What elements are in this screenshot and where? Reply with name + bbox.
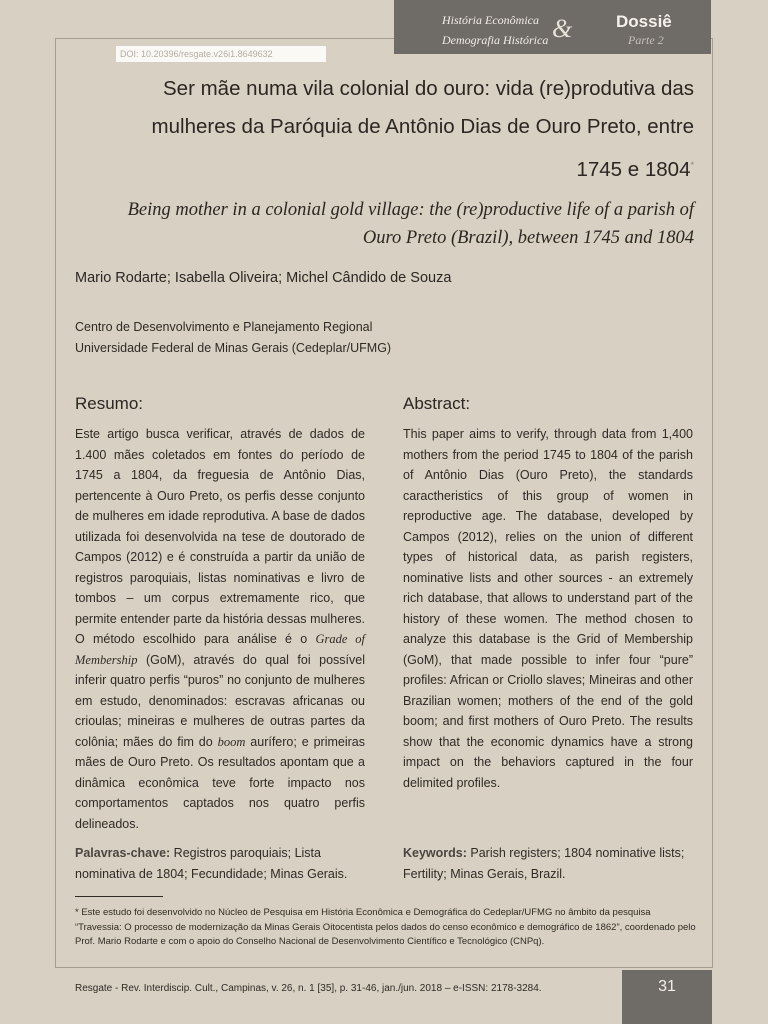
section-label: Dossiê <box>616 12 672 31</box>
abstract-heading: Abstract: <box>403 394 471 413</box>
footnote-marker[interactable]: * <box>690 160 694 170</box>
journal-ampersand: & <box>552 14 573 43</box>
author-list: Mario Rodarte; Isabella Oliveira; Michel Cândido de Souza <box>75 270 452 286</box>
title-en-line2: Ouro Preto (Brazil), between 1745 and 1804 <box>362 228 694 248</box>
title-pt-line3 <box>80 146 694 189</box>
title-en-line1: Being mother in a colonial gold village: the (re)productive life of a parish of <box>127 200 694 220</box>
footnote-text: * Este estudo foi desenvolvido no Núcleo de Pesquisa em História Econômica e Demográfica do Cedeplar/UFMG no âmbito da pesquisa “Travessia: O processo de modernização da Minas Gerais Oitocentista pelos dados do censo econômico e demográfico de 1862”, coordenado pelo Prof. Mario Rodarte e com o apoio do Conselho Nacional de Desenvolvimento Científico e Tecnológico (CNPq). <box>75 907 696 947</box>
title-pt-line2: mulheres da Paróquia de Antônio Dias de Ouro Preto, entre <box>151 115 694 138</box>
resumo-keywords-label: Palavras-chave: <box>75 846 171 860</box>
page-number: 31 <box>658 978 676 995</box>
abstract-keywords-label: Keywords: <box>403 846 467 860</box>
resumo-term-boom: boom <box>217 734 246 749</box>
resumo-keywords <box>75 843 365 884</box>
affiliation-line2: Universidade Federal de Minas Gerais (Cedeplar/UFMG) <box>75 341 392 355</box>
resumo-term-gom: Grade of Membership <box>75 632 365 667</box>
title-pt-line1: Ser mãe numa vila colonial do ouro: vida (re)produtiva das <box>163 77 694 100</box>
part-label: Parte 2 <box>628 33 664 47</box>
resumo-text-part2: (GoM), através do qual foi possível inferir quatro perfis “puros” no conjunto de mulheres em estudo, denominados: escravas africanas ou crioulas; mineiras e mulheres de outras partes da colônia; mães do fim do <box>75 652 365 749</box>
doi-link[interactable]: DOI: 10.20396/resgate.v26i1.8649632 <box>115 45 327 63</box>
journal-name-line1: História Econômica <box>442 13 539 27</box>
resumo-heading: Resumo: <box>75 394 144 413</box>
resumo-text <box>75 424 365 834</box>
journal-name-line2: Demografia Histórica <box>442 33 549 47</box>
article-title-pt <box>80 70 694 189</box>
abstract-keywords-text: Parish registers; 1804 nominative lists; Fertility; Minas Gerais, Brazil. <box>403 846 685 881</box>
title-pt-line3-text: 1745 e 1804 <box>576 157 691 181</box>
abstract-keywords <box>403 843 693 884</box>
resumo-keywords-text: Registros paroquiais; Lista nominativa de 1804; Fecundidade; Minas Gerais. <box>75 846 348 881</box>
affiliation <box>75 317 391 359</box>
abstract-text: This paper aims to verify, through data from 1,400 mothers from the period 1745 to 1804 of the parish of Antônio Dias (Ouro Preto), the standards caractheristics of this group of women in reproductive age. The database, developed by Campos (2012), relies on the union of different types of historical data, as parish registers, nominative lists and other sources - an extremely rich database, that allows to understand part of the history of these women. The method chosen to analyze this database is the Grid of Membership (GoM), that made possible to infer four “pure” profiles: African or Criollo slaves; Mineiras and other Brazilian women; mothers of the end of the gold boom; and first mothers of Ouro Preto. The results show that the economic dynamics have a strong impact on the behaviors captured in the four delimited profiles. <box>403 427 693 790</box>
journal-citation: Resgate - Rev. Interdiscip. Cult., Campinas, v. 26, n. 1 [35], p. 31-46, jan./jun. 2018 – e-ISSN: 2178-3284. <box>75 983 542 994</box>
footnote-divider <box>75 896 163 897</box>
resumo-text-part1: Este artigo busca verificar, através de dados de 1.400 mães coletados em fontes do período de 1745 a 1804, da freguesia de Antônio Dias, pertencente à Ouro Preto, os perfis desse conjunto de mulheres em idade reprodutiva. A base de dados utilizada foi desenvolvida na tese de doutorado de Campos (2012) e é construída a partir da união de registros paroquiais, listas nominativas e livro de tombos – um corpus extremamente rico, que permite entender parte da história dessas mulheres. O método escolhido para análise é o <box>75 427 365 646</box>
resumo-text-part3: aurífero; e primeiras mães de Ouro Preto. Os resultados apontam que a dinâmica econômica teve forte impacto nos comportamentos captados nos quatro perfis delineados. <box>75 734 365 831</box>
affiliation-line1: Centro de Desenvolvimento e Planejamento Regional <box>75 320 373 334</box>
article-title-en <box>80 196 694 252</box>
